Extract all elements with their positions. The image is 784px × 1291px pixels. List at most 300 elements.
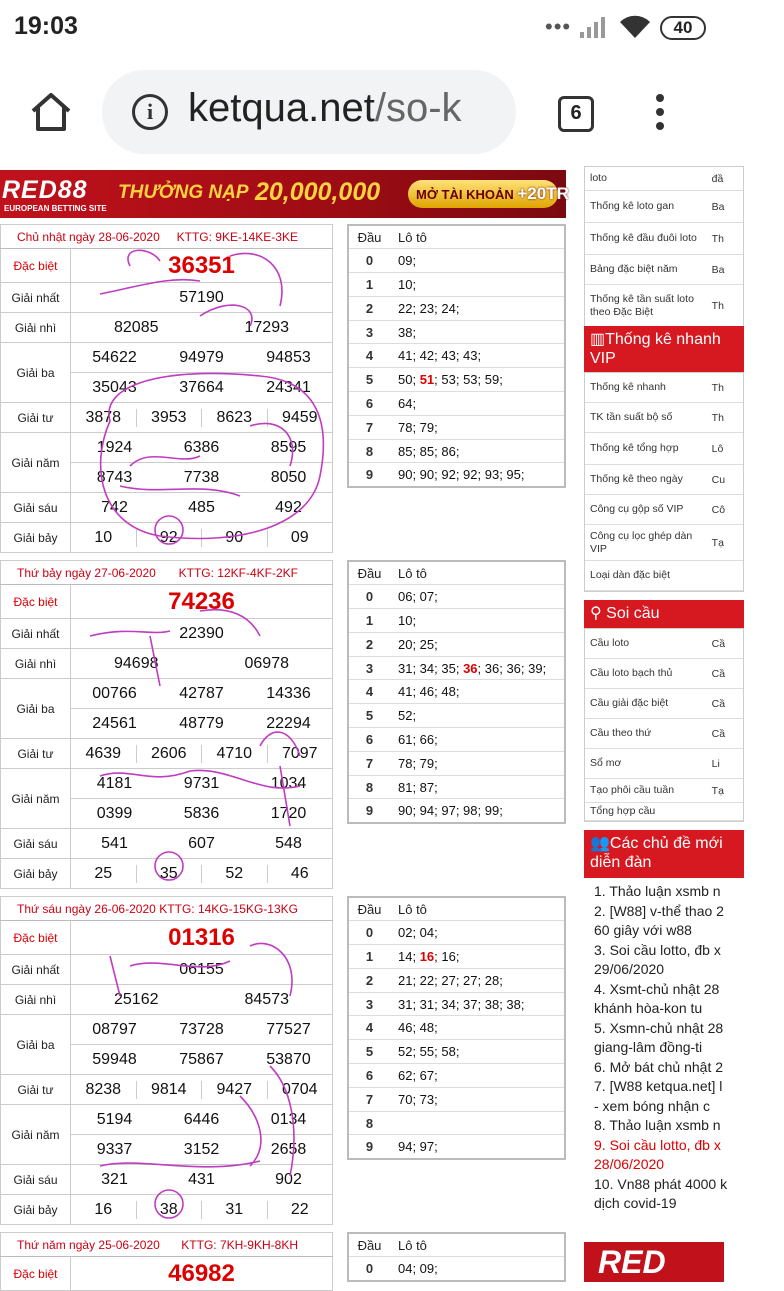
loto-values bbox=[390, 1040, 565, 1064]
sidebar-link[interactable] bbox=[585, 403, 743, 433]
loto-values-text: 21; 22; 27; 27; 28; bbox=[398, 972, 503, 988]
loto-head-digit: 8 bbox=[348, 775, 390, 799]
sixth-prize: 431 bbox=[188, 1170, 215, 1188]
battery-icon: 40 bbox=[660, 16, 706, 40]
loto-col-header: Lô tô bbox=[390, 225, 565, 249]
forum-topic[interactable]: 4. Xsmt-chủ nhật 28 bbox=[594, 980, 720, 997]
sidebar-link[interactable] bbox=[585, 495, 743, 525]
sidebar-link-right: Cô bbox=[711, 503, 726, 516]
loto-values-text: 38; bbox=[398, 324, 417, 340]
loto-values-text: 85; 85; 86; bbox=[398, 443, 460, 459]
fifth-prize: 9731 bbox=[183, 774, 220, 792]
loto-table bbox=[347, 224, 566, 488]
loto-values bbox=[390, 680, 565, 704]
sidebar-ad-banner[interactable]: RED bbox=[584, 1242, 724, 1282]
loto-values bbox=[390, 728, 565, 752]
loto-values bbox=[390, 609, 565, 633]
third-prize: 59948 bbox=[92, 1050, 137, 1068]
sidebar-link[interactable] bbox=[585, 255, 743, 285]
loto-row bbox=[348, 968, 565, 992]
sixth-prize: 321 bbox=[101, 1170, 128, 1188]
sidebar-link-label: Bảng đặc biệt năm bbox=[590, 263, 678, 275]
sidebar-link-label: Tạo phôi cầu tuần bbox=[590, 784, 675, 796]
seventh-prize-row bbox=[71, 1195, 333, 1225]
results-header bbox=[1, 561, 333, 585]
seventh-prize: 38 bbox=[136, 1201, 202, 1219]
fifth-prize: 0134 bbox=[270, 1110, 307, 1128]
sidebar-heading-forum-label: Các chủ đề mới diễn đàn bbox=[590, 835, 723, 871]
first-prize: 06155 bbox=[71, 955, 333, 985]
loto-head-digit: 8 bbox=[348, 1111, 390, 1135]
loto-values bbox=[390, 1064, 565, 1088]
label-sixth-prize: Giải sáu bbox=[1, 829, 71, 859]
draw-date[interactable]: Thứ năm ngày 25-06-2020 bbox=[17, 1237, 160, 1252]
label-fifth-prize: Giải năm bbox=[1, 1105, 71, 1165]
forum-topic[interactable]: - xem bóng nhận c bbox=[594, 1097, 710, 1114]
label-first-prize: Giải nhất bbox=[1, 619, 71, 649]
forum-topic[interactable]: 6. Mở bát chủ nhật 2 bbox=[594, 1058, 724, 1075]
label-special-prize: Đặc biệt bbox=[1, 1257, 71, 1291]
fifth-prize-row bbox=[71, 1135, 333, 1165]
third-prize: 75867 bbox=[179, 1050, 224, 1068]
label-seventh-prize: Giải bảy bbox=[1, 859, 71, 889]
label-fifth-prize: Giải năm bbox=[1, 433, 71, 493]
browser-toolbar bbox=[0, 56, 720, 166]
second-prize-row bbox=[71, 985, 333, 1015]
fifth-prize: 5836 bbox=[183, 804, 220, 822]
third-prize-row bbox=[71, 373, 333, 403]
label-first-prize: Giải nhất bbox=[1, 283, 71, 313]
fifth-prize: 6446 bbox=[183, 1110, 220, 1128]
sidebar-link[interactable] bbox=[585, 689, 743, 719]
third-prize: 48779 bbox=[179, 714, 224, 732]
sidebar-heading-soi-cau bbox=[584, 600, 744, 628]
home-icon[interactable] bbox=[30, 92, 72, 132]
loto-head-digit: 0 bbox=[348, 249, 390, 273]
seventh-prize: 90 bbox=[201, 529, 267, 547]
sidebar-link-label: Tổng hợp cầu bbox=[590, 805, 656, 817]
loto-values-text: 06; 07; bbox=[398, 589, 438, 605]
third-prize: 73728 bbox=[179, 1020, 224, 1038]
fifth-prize-row bbox=[71, 1105, 333, 1135]
fourth-prize: 7097 bbox=[267, 745, 333, 763]
loto-values-text: 70; 73; bbox=[398, 1091, 438, 1107]
second-prize-row bbox=[71, 649, 333, 679]
loto-values bbox=[390, 320, 565, 344]
third-prize: 53870 bbox=[266, 1050, 311, 1068]
loto-row bbox=[348, 320, 565, 344]
sidebar-link-right: Cầ bbox=[711, 667, 726, 680]
forum-topics-list bbox=[584, 882, 784, 1214]
sidebar-link[interactable] bbox=[585, 373, 743, 403]
special-prize: 01316 bbox=[71, 921, 333, 955]
fifth-prize: 1924 bbox=[96, 438, 133, 456]
label-third-prize: Giải ba bbox=[1, 679, 71, 739]
loto-values bbox=[390, 751, 565, 775]
fourth-prize: 0704 bbox=[267, 1081, 333, 1099]
fourth-prize: 3878 bbox=[85, 408, 122, 426]
forum-topic[interactable]: 28/06/2020 bbox=[594, 1156, 665, 1172]
loto-row bbox=[348, 656, 565, 680]
info-icon[interactable]: i bbox=[132, 94, 168, 130]
sidebar-link[interactable] bbox=[585, 659, 743, 689]
signal-icon bbox=[578, 16, 608, 38]
third-prize: 37664 bbox=[179, 378, 224, 396]
sidebar-link[interactable] bbox=[585, 525, 743, 561]
loto-head-digit: 4 bbox=[348, 344, 390, 368]
loto-values-text: 52; 55; 58; bbox=[398, 1044, 460, 1060]
loto-table bbox=[347, 1232, 566, 1282]
fifth-prize: 1720 bbox=[270, 804, 307, 822]
forum-topic[interactable]: 5. Xsmn-chủ nhật 28 bbox=[594, 1019, 724, 1036]
loto-head-digit: 1 bbox=[348, 273, 390, 297]
draw-date[interactable]: Thứ bảy ngày 27-06-2020 bbox=[17, 565, 156, 580]
loto-row bbox=[348, 775, 565, 799]
loto-values bbox=[390, 656, 565, 680]
sidebar-link-label: loto bbox=[590, 172, 607, 184]
sidebar-link-right: Li bbox=[711, 757, 720, 770]
sidebar-link[interactable] bbox=[585, 285, 743, 327]
sixth-prize: 548 bbox=[275, 834, 302, 852]
forum-topic[interactable]: 1. Thảo luận xsmb n bbox=[594, 883, 721, 899]
sixth-prize: 607 bbox=[188, 834, 215, 852]
url-text[interactable] bbox=[188, 86, 462, 131]
label-fourth-prize: Giải tư bbox=[1, 739, 71, 769]
sidebar-link-label: Cầu loto bạch thủ bbox=[590, 667, 673, 679]
loto-values-text: 41; 42; 43; 43; bbox=[398, 348, 482, 364]
fourth-prize: 8238 bbox=[85, 1080, 122, 1098]
sidebar-link[interactable] bbox=[585, 223, 743, 255]
loto-row bbox=[348, 392, 565, 416]
loto-values bbox=[390, 775, 565, 799]
sixth-prize: 902 bbox=[275, 1170, 302, 1188]
forum-topic[interactable]: 7. [W88 ketqua.net] l bbox=[594, 1078, 723, 1094]
sidebar-soi-cau-list bbox=[584, 628, 744, 822]
sidebar-link-label: Cầu giải đặc biệt bbox=[590, 697, 669, 709]
label-seventh-prize: Giải bảy bbox=[1, 523, 71, 553]
loto-values bbox=[390, 368, 565, 392]
loto-values bbox=[390, 1087, 565, 1111]
loto-head-digit: 9 bbox=[348, 1135, 390, 1159]
loto-row bbox=[348, 439, 565, 463]
clock: 19:03 bbox=[14, 12, 78, 40]
banner-cta-bonus: +20TR bbox=[517, 184, 569, 203]
fifth-prize: 8595 bbox=[270, 438, 307, 456]
seventh-prize: 46 bbox=[267, 865, 333, 883]
loto-row bbox=[348, 632, 565, 656]
fifth-prize: 8050 bbox=[270, 468, 307, 486]
loto-head-digit: 9 bbox=[348, 463, 390, 487]
fourth-prize: 9427 bbox=[201, 1081, 267, 1099]
loto-values-text: 09; bbox=[398, 253, 417, 269]
label-second-prize: Giải nhì bbox=[1, 649, 71, 679]
loto-values bbox=[390, 249, 565, 273]
forum-topic[interactable]: 9. Soi cầu lotto, đb x bbox=[594, 1136, 721, 1153]
special-prize: 46982 bbox=[71, 1257, 333, 1291]
sixth-prize-row bbox=[71, 1165, 333, 1195]
loto-head-digit: 2 bbox=[348, 296, 390, 320]
second-prize: 94698 bbox=[114, 654, 159, 672]
loto-values-text: 14; bbox=[398, 948, 420, 964]
third-prize: 94853 bbox=[266, 348, 311, 366]
loto-row bbox=[348, 1040, 565, 1064]
kttg-codes: KTTG: 9KE-14KE-3KE bbox=[176, 229, 298, 244]
sidebar-link-right: Ba bbox=[711, 200, 725, 213]
fourth-prize-row bbox=[71, 403, 333, 433]
address-bar[interactable] bbox=[102, 70, 516, 154]
forum-topic[interactable]: 29/06/2020 bbox=[594, 961, 665, 977]
loto-values bbox=[390, 1135, 565, 1159]
loto-values-text: 20; 25; bbox=[398, 636, 438, 652]
loto-values-text: 81; 87; bbox=[398, 779, 438, 795]
sidebar-link-label: Cầu loto bbox=[590, 637, 630, 649]
seventh-prize: 92 bbox=[136, 529, 202, 547]
second-prize: 06978 bbox=[244, 654, 289, 672]
sidebar-link[interactable] bbox=[585, 167, 743, 191]
third-prize: 14336 bbox=[266, 684, 311, 702]
kttg-codes: KTTG: 14KG-15KG-13KG bbox=[159, 901, 298, 916]
third-prize: 42787 bbox=[179, 684, 224, 702]
loto-row bbox=[348, 799, 565, 823]
loto-row bbox=[348, 945, 565, 969]
sidebar-link-right: Th bbox=[711, 299, 724, 312]
loto-head-digit: 4 bbox=[348, 680, 390, 704]
results-table bbox=[0, 224, 333, 553]
forum-topic[interactable]: 10. Vn88 phát 4000 k bbox=[594, 1175, 728, 1192]
ad-banner[interactable] bbox=[0, 170, 569, 218]
third-prize-row bbox=[71, 1045, 333, 1075]
sidebar-link-label: Thống kê tổng hợp bbox=[590, 442, 679, 454]
label-second-prize: Giải nhì bbox=[1, 985, 71, 1015]
loto-row bbox=[348, 728, 565, 752]
loto-values-text: 41; 46; 48; bbox=[398, 684, 460, 700]
banner-cta-label: MỞ TÀI KHOẢN bbox=[416, 187, 514, 202]
loto-head-digit: 6 bbox=[348, 728, 390, 752]
results-header bbox=[1, 1233, 333, 1257]
third-prize-row bbox=[71, 679, 333, 709]
sidebar-link[interactable] bbox=[585, 465, 743, 495]
sidebar-link[interactable] bbox=[585, 433, 743, 465]
url-domain: ketqua.net bbox=[188, 86, 375, 130]
third-prize-row bbox=[71, 709, 333, 739]
loto-head-digit: 1 bbox=[348, 945, 390, 969]
loto-values-text: 78; 79; bbox=[398, 419, 438, 435]
fourth-prize-row bbox=[71, 739, 333, 769]
loto-values-text: ; 16; bbox=[434, 948, 460, 964]
loto-values bbox=[390, 344, 565, 368]
loto-special-value: 51 bbox=[419, 372, 435, 388]
forum-topic[interactable]: giang-lâm đồng-ti bbox=[594, 1039, 703, 1055]
seventh-prize: 09 bbox=[267, 529, 333, 547]
loto-head-digit: 7 bbox=[348, 1087, 390, 1111]
sidebar-link[interactable] bbox=[585, 561, 743, 591]
third-prize: 00766 bbox=[92, 684, 137, 702]
sidebar-link[interactable] bbox=[585, 719, 743, 749]
sidebar-link[interactable] bbox=[585, 191, 743, 223]
draw-date[interactable]: Thứ sáu ngày 26-06-2020 bbox=[17, 901, 156, 916]
sidebar-link[interactable] bbox=[585, 779, 743, 803]
loto-row bbox=[348, 1111, 565, 1135]
fifth-prize: 3152 bbox=[183, 1140, 220, 1158]
fifth-prize: 1034 bbox=[270, 774, 307, 792]
sidebar-link-label: Công cụ lọc ghép dàn VIP bbox=[590, 529, 693, 555]
loto-row bbox=[348, 585, 565, 609]
fifth-prize: 7738 bbox=[183, 468, 220, 486]
fifth-prize: 5194 bbox=[96, 1110, 133, 1128]
loto-head-digit: 7 bbox=[348, 751, 390, 775]
loto-head-digit: 0 bbox=[348, 1257, 390, 1281]
loto-values bbox=[390, 439, 565, 463]
banner-subtitle: EUROPEAN BETTING SITE bbox=[4, 204, 107, 213]
loto-head-col: Đầu bbox=[348, 897, 390, 921]
forum-topic[interactable]: 3. Soi cầu lotto, đb x bbox=[594, 941, 721, 958]
fifth-prize: 2658 bbox=[270, 1140, 307, 1158]
loto-row bbox=[348, 344, 565, 368]
fourth-prize: 4639 bbox=[85, 744, 122, 762]
loto-head-digit: 2 bbox=[348, 632, 390, 656]
first-prize: 22390 bbox=[71, 619, 333, 649]
sidebar-link[interactable] bbox=[585, 629, 743, 659]
loto-values-text: 64; bbox=[398, 395, 417, 411]
loto-special-value: 16 bbox=[419, 948, 435, 964]
results-table bbox=[0, 560, 333, 889]
third-prize: 24341 bbox=[266, 378, 311, 396]
overflow-menu-icon[interactable] bbox=[652, 94, 668, 134]
banner-amount: 20,000,000 bbox=[255, 178, 381, 206]
loto-col-header: Lô tô bbox=[390, 561, 565, 585]
loto-values bbox=[390, 921, 565, 945]
loto-values-text: 10; bbox=[398, 612, 417, 628]
forum-topic[interactable]: 8. Thảo luận xsmb n bbox=[594, 1117, 721, 1133]
forum-topic[interactable]: khánh hòa-kon tu bbox=[594, 1000, 703, 1016]
fifth-prize-row bbox=[71, 433, 333, 463]
third-prize: 54622 bbox=[92, 348, 137, 366]
sidebar-link[interactable] bbox=[585, 803, 743, 821]
label-third-prize: Giải ba bbox=[1, 1015, 71, 1075]
loto-row bbox=[348, 609, 565, 633]
label-fourth-prize: Giải tư bbox=[1, 1075, 71, 1105]
fifth-prize: 4181 bbox=[96, 774, 133, 792]
loto-values bbox=[390, 799, 565, 823]
loto-values-text: 31; 31; 34; 37; 38; 38; bbox=[398, 996, 525, 1012]
seventh-prize: 16 bbox=[94, 1200, 113, 1218]
seventh-prize: 31 bbox=[201, 1201, 267, 1219]
loto-values-text: 46; 48; bbox=[398, 1020, 438, 1036]
loto-head-digit: 8 bbox=[348, 439, 390, 463]
sixth-prize: 485 bbox=[188, 498, 215, 516]
banner-cta-button[interactable] bbox=[408, 180, 569, 208]
sidebar-link[interactable] bbox=[585, 749, 743, 779]
second-prize: 25162 bbox=[114, 990, 159, 1008]
loto-row bbox=[348, 704, 565, 728]
loto-row bbox=[348, 368, 565, 392]
sidebar-link-label: Thống kê tần suất loto theo Đặc Biệt bbox=[590, 292, 694, 318]
fourth-prize: 2606 bbox=[136, 745, 202, 763]
page-content bbox=[0, 166, 728, 1287]
loto-values bbox=[390, 968, 565, 992]
loto-values: 04; 09; bbox=[390, 1257, 565, 1281]
tab-switcher-button[interactable]: 6 bbox=[558, 96, 594, 132]
third-prize: 35043 bbox=[92, 378, 137, 396]
forum-topic[interactable]: 2. [W88] v-thể thao 2 bbox=[594, 902, 724, 919]
sidebar-link-label: Cầu theo thứ bbox=[590, 727, 652, 739]
loto-values bbox=[390, 992, 565, 1016]
third-prize-row bbox=[71, 343, 333, 373]
label-fifth-prize: Giải năm bbox=[1, 769, 71, 829]
label-first-prize: Giải nhất bbox=[1, 955, 71, 985]
label-seventh-prize: Giải bảy bbox=[1, 1195, 71, 1225]
status-bar bbox=[0, 0, 720, 56]
loto-head-col: Đầu bbox=[348, 561, 390, 585]
label-special-prize: Đặc biệt bbox=[1, 249, 71, 283]
forum-topic[interactable]: dịch covid-19 bbox=[594, 1195, 677, 1211]
loto-head-digit: 1 bbox=[348, 609, 390, 633]
loto-values-text: 62; 67; bbox=[398, 1067, 438, 1083]
sidebar-link-right: Th bbox=[711, 381, 724, 394]
sidebar-link-right: Th bbox=[711, 232, 724, 245]
loto-head-digit: 3 bbox=[348, 656, 390, 680]
loto-row bbox=[348, 1087, 565, 1111]
sixth-prize: 492 bbox=[275, 498, 302, 516]
results-table bbox=[0, 896, 333, 1225]
third-prize: 24561 bbox=[92, 714, 137, 732]
loto-table bbox=[347, 896, 566, 1160]
loto-head-col: Đầu bbox=[348, 225, 390, 249]
loto-values-text: 90; 90; 92; 92; 93; 95; bbox=[398, 467, 525, 483]
loto-values-text: 61; 66; bbox=[398, 731, 438, 747]
loto-values bbox=[390, 392, 565, 416]
fourth-prize-row bbox=[71, 1075, 333, 1105]
loto-head-digit: 5 bbox=[348, 704, 390, 728]
fifth-prize: 9337 bbox=[96, 1140, 133, 1158]
seventh-prize: 10 bbox=[94, 528, 113, 546]
sidebar-link-label: Thống kê loto gan bbox=[590, 200, 675, 212]
sidebar-link-label: Sổ mơ bbox=[590, 757, 622, 769]
draw-date[interactable]: Chủ nhật ngày 28-06-2020 bbox=[17, 229, 160, 244]
loto-row bbox=[348, 249, 565, 273]
loto-values bbox=[390, 296, 565, 320]
loto-head-digit: 6 bbox=[348, 392, 390, 416]
results-table bbox=[0, 1232, 333, 1291]
loto-head-digit: 3 bbox=[348, 992, 390, 1016]
second-prize: 17293 bbox=[244, 318, 289, 336]
seventh-prize: 52 bbox=[201, 865, 267, 883]
sixth-prize: 541 bbox=[101, 834, 128, 852]
url-path: /so-k bbox=[374, 86, 462, 130]
loto-values bbox=[390, 704, 565, 728]
loto-values-text: 90; 94; 97; 98; 99; bbox=[398, 803, 503, 819]
results-header bbox=[1, 897, 333, 921]
loto-values-text: ; 36; 36; 39; bbox=[477, 660, 547, 676]
sidebar bbox=[584, 166, 728, 1280]
loto-values bbox=[390, 945, 565, 969]
forum-topic[interactable]: 60 giây với w88 bbox=[594, 922, 692, 938]
fourth-prize: 4710 bbox=[201, 745, 267, 763]
sixth-prize: 742 bbox=[101, 498, 128, 516]
loto-row bbox=[348, 992, 565, 1016]
loto-values-text: 31; 34; 35; bbox=[398, 660, 464, 676]
sidebar-link-right: Cầ bbox=[711, 697, 726, 710]
sidebar-link-label: Thống kê nhanh bbox=[590, 381, 666, 393]
third-prize: 94979 bbox=[179, 348, 224, 366]
sidebar-link-right: Tạ bbox=[711, 784, 724, 797]
label-second-prize: Giải nhì bbox=[1, 313, 71, 343]
fifth-prize-row bbox=[71, 799, 333, 829]
special-prize: 36351 bbox=[71, 249, 333, 283]
fifth-prize-row bbox=[71, 769, 333, 799]
label-sixth-prize: Giải sáu bbox=[1, 493, 71, 523]
sidebar-link-right: Cu bbox=[711, 473, 726, 486]
